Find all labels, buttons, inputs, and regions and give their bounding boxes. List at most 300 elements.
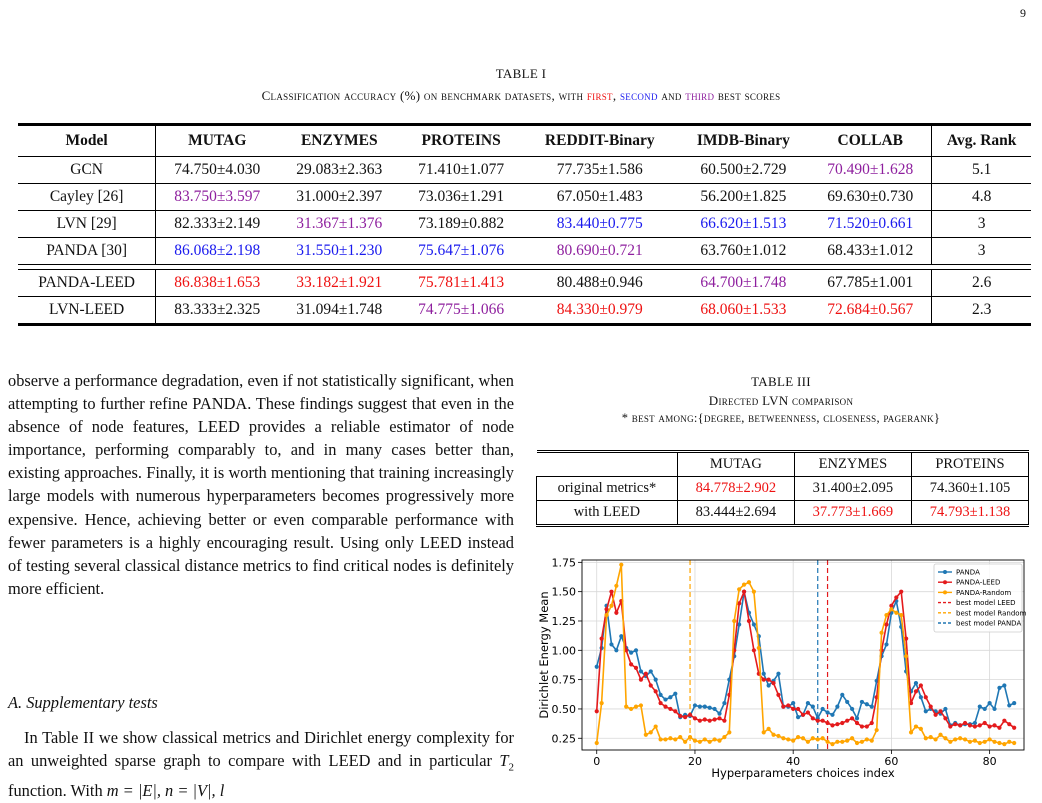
data-point — [752, 590, 756, 594]
data-point — [668, 707, 672, 711]
score-cell: 83.750±3.597 — [174, 188, 261, 205]
data-point — [988, 701, 992, 705]
data-point — [992, 740, 996, 744]
data-point — [624, 705, 628, 709]
table-row — [18, 184, 1031, 211]
data-point — [752, 648, 756, 652]
data-point — [619, 634, 623, 638]
data-point — [924, 709, 928, 713]
data-point — [919, 683, 923, 687]
data-point — [811, 716, 815, 720]
data-point — [934, 737, 938, 741]
data-point — [958, 723, 962, 727]
score-cell: 75.647±1.076 — [418, 242, 505, 259]
model-name-cell: LVN [29] — [18, 211, 156, 238]
model-name-cell: LVN-LEED — [18, 297, 156, 325]
data-point — [865, 702, 869, 706]
legend-marker — [943, 570, 947, 574]
x-tick-label: 80 — [982, 755, 997, 768]
data-point — [894, 611, 898, 615]
score-cell: 73.036±1.291 — [418, 188, 505, 205]
score-cell: 56.200±1.825 — [700, 188, 787, 205]
data-point — [914, 689, 918, 693]
score-cell: 71.520±0.661 — [827, 215, 914, 232]
data-point — [860, 700, 864, 704]
data-point — [649, 730, 653, 734]
data-point — [595, 741, 599, 745]
score-cell: 86.838±1.653 — [174, 274, 261, 291]
data-point — [762, 678, 766, 682]
data-point — [619, 563, 623, 567]
y-tick-label: 0.75 — [551, 673, 576, 687]
data-point — [860, 724, 864, 728]
data-point — [914, 724, 918, 728]
data-point — [747, 619, 751, 623]
table1-header-cell: ENZYMES — [300, 132, 378, 149]
score-cell: 60.500±2.729 — [700, 161, 787, 178]
data-point — [713, 707, 717, 711]
table1-caption: Classification accuracy (%) on benchmark datasets, with first, second and third best scores — [261, 88, 781, 103]
data-point — [845, 719, 849, 723]
data-point — [992, 707, 996, 711]
data-point — [614, 611, 618, 615]
score-cell: 73.189±0.882 — [418, 215, 505, 232]
data-point — [600, 701, 604, 705]
data-point — [811, 736, 815, 740]
data-point — [904, 654, 908, 658]
data-point — [1002, 683, 1006, 687]
data-point — [997, 686, 1001, 690]
data-point — [1007, 740, 1011, 744]
score-cell: 3 — [932, 238, 1031, 265]
third-label: third — [685, 88, 715, 103]
data-point — [909, 730, 913, 734]
data-point — [649, 683, 653, 687]
data-point — [865, 724, 869, 728]
data-point — [644, 672, 648, 676]
data-point — [929, 705, 933, 709]
legend-label: best model Random — [956, 609, 1027, 618]
data-point — [821, 736, 825, 740]
data-point — [649, 669, 653, 673]
data-point — [713, 717, 717, 721]
second-label: second — [619, 88, 658, 103]
score-cell: 80.690±0.721 — [556, 242, 643, 259]
legend-label: PANDA — [956, 568, 980, 577]
data-point — [850, 716, 854, 720]
score-cell: 83.440±0.775 — [556, 215, 643, 232]
x-tick-label: 20 — [687, 755, 702, 768]
data-point — [1002, 719, 1006, 723]
data-point — [914, 681, 918, 685]
data-point — [757, 646, 761, 650]
y-tick-label: 1.75 — [551, 556, 576, 570]
data-point — [663, 705, 667, 709]
data-point — [703, 705, 707, 709]
x-tick-label: 40 — [786, 755, 801, 768]
data-point — [870, 739, 874, 743]
data-point — [678, 714, 682, 718]
section-heading: A. Supplementary tests — [8, 693, 158, 712]
data-point — [708, 740, 712, 744]
data-point — [767, 727, 771, 731]
data-point — [796, 735, 800, 739]
table1-header-cell: IMDB-Binary — [696, 132, 790, 149]
data-point — [644, 733, 648, 737]
data-point — [997, 726, 1001, 730]
score-cell: 84.330±0.979 — [556, 301, 643, 318]
y-tick-label: 1.00 — [551, 644, 576, 658]
score-cell: 77.735±1.586 — [556, 161, 643, 178]
data-point — [992, 723, 996, 727]
data-point — [958, 736, 962, 740]
table3-title: Directed LVN comparison — [708, 393, 854, 408]
data-point — [703, 737, 707, 741]
legend-marker — [943, 590, 947, 594]
data-point — [806, 701, 810, 705]
score-cell: 31.094±1.748 — [296, 301, 383, 318]
data-point — [722, 701, 726, 705]
data-point — [943, 707, 947, 711]
score-cell: 31.400±2.095 — [794, 477, 911, 501]
score-cell: 80.488±0.946 — [556, 274, 643, 291]
data-point — [658, 737, 662, 741]
data-point — [825, 740, 829, 744]
data-point — [953, 722, 957, 726]
data-point — [830, 742, 834, 746]
table1-header-cell: Model — [18, 125, 156, 157]
score-cell: 74.750±4.030 — [174, 161, 261, 178]
table-row — [537, 477, 1029, 501]
data-point — [1007, 703, 1011, 707]
data-point — [722, 735, 726, 739]
data-point — [708, 719, 712, 723]
data-point — [840, 693, 844, 697]
y-tick-label: 1.50 — [551, 585, 576, 599]
table3-note: * best among:{degree, betweenness, closeness, pagerank} — [621, 411, 941, 425]
data-point — [855, 721, 859, 725]
data-point — [688, 735, 692, 739]
score-cell: 83.444±2.694 — [677, 501, 794, 526]
data-point — [919, 727, 923, 731]
data-point — [609, 604, 613, 608]
table-row — [537, 501, 1029, 526]
data-point — [698, 740, 702, 744]
score-cell: 64.700±1.748 — [700, 274, 787, 291]
data-point — [639, 703, 643, 707]
score-cell: 74.793±1.138 — [911, 501, 1028, 526]
data-point — [884, 642, 888, 646]
score-cell: 83.333±2.325 — [174, 301, 261, 318]
data-point — [963, 737, 967, 741]
x-axis-label: Hyperparameters choices index — [711, 766, 895, 780]
data-point — [811, 705, 815, 709]
legend-label: PANDA-LEED — [956, 578, 1001, 587]
data-point — [806, 740, 810, 744]
data-point — [796, 707, 800, 711]
score-cell: 31.550±1.230 — [296, 242, 383, 259]
data-point — [634, 705, 638, 709]
table3-header-cell: MUTAG — [677, 452, 794, 477]
data-point — [948, 724, 952, 728]
method-cell: original metrics* — [537, 477, 678, 501]
data-point — [713, 737, 717, 741]
legend-label: best model LEED — [956, 599, 1016, 608]
score-cell: 3 — [932, 211, 1031, 238]
data-point — [693, 703, 697, 707]
data-point — [737, 587, 741, 591]
data-point — [683, 740, 687, 744]
data-point — [1002, 742, 1006, 746]
legend-label: best model PANDA — [956, 619, 1022, 628]
y-axis-label: Dirichlet Energy Mean — [537, 591, 551, 719]
data-point — [929, 735, 933, 739]
score-cell: 29.083±2.363 — [296, 161, 383, 178]
data-point — [796, 715, 800, 719]
data-point — [781, 705, 785, 709]
data-point — [752, 622, 756, 626]
data-point — [840, 740, 844, 744]
data-point — [771, 681, 775, 685]
table-row — [18, 211, 1031, 238]
score-cell: 86.068±2.198 — [174, 242, 261, 259]
data-point — [938, 709, 942, 713]
data-point — [595, 665, 599, 669]
score-cell: 67.785±1.001 — [827, 274, 914, 291]
score-cell: 5.1 — [932, 157, 1031, 184]
data-point — [693, 716, 697, 720]
data-point — [953, 737, 957, 741]
data-point — [609, 642, 613, 646]
data-point — [629, 662, 633, 666]
data-point — [899, 590, 903, 594]
data-point — [934, 713, 938, 717]
data-point — [894, 595, 898, 599]
data-point — [776, 672, 780, 676]
data-point — [889, 607, 893, 611]
dirichlet-energy-chart — [534, 550, 1030, 780]
data-point — [1012, 701, 1016, 705]
y-tick-label: 1.25 — [551, 614, 576, 628]
data-point — [708, 706, 712, 710]
data-point — [968, 740, 972, 744]
data-point — [609, 590, 613, 594]
score-cell: 70.490±1.628 — [827, 161, 914, 178]
table1-header-cell: PROTEINS — [421, 132, 501, 149]
data-point — [639, 669, 643, 673]
table3-header-row — [537, 452, 1029, 477]
data-point — [767, 678, 771, 682]
legend-marker — [943, 580, 947, 584]
data-point — [717, 716, 721, 720]
data-point — [678, 735, 682, 739]
data-point — [614, 648, 618, 652]
model-name-cell: GCN — [18, 157, 156, 184]
data-point — [683, 715, 687, 719]
score-cell: 31.367±1.376 — [296, 215, 383, 232]
table3-header-cell: PROTEINS — [911, 452, 1028, 477]
data-point — [639, 678, 643, 682]
data-point — [865, 737, 869, 741]
data-point — [727, 730, 731, 734]
data-point — [732, 619, 736, 623]
data-point — [835, 722, 839, 726]
data-point — [717, 712, 721, 716]
data-point — [771, 733, 775, 737]
data-point — [629, 651, 633, 655]
data-point — [688, 713, 692, 717]
data-point — [762, 672, 766, 676]
y-tick-label: 0.50 — [551, 702, 576, 716]
data-point — [722, 719, 726, 723]
data-point — [762, 730, 766, 734]
table3-label: TABLE III — [751, 374, 811, 389]
data-point — [673, 737, 677, 741]
data-point — [634, 648, 638, 652]
table1-header-cell: COLLAB — [837, 132, 903, 149]
data-point — [663, 737, 667, 741]
data-point — [973, 739, 977, 743]
data-point — [1012, 726, 1016, 730]
data-point — [830, 713, 834, 717]
data-point — [629, 707, 633, 711]
data-point — [698, 719, 702, 723]
data-point — [634, 666, 638, 670]
data-point — [654, 678, 658, 682]
data-point — [600, 636, 604, 640]
score-cell: 66.620±1.513 — [700, 215, 787, 232]
score-cell: 82.333±2.149 — [174, 215, 261, 232]
data-point — [943, 716, 947, 720]
body-paragraph-1: observe a performance degradation, even if not statistically significant, when attempting to further refine PANDA. These findings suggest that even in the absence of node features, LEED provides a reliable estimator of node importance, performing comparably to, and in many cases better than, existing approaches. Finally, it is worth mentioning that training increasingly large models with numerous hyperparameters becomes progressively more expensive. Hence, achieving better or even comparable performance with fewer parameters is a highly encouraging result. Using only LEED instead of testing several classical distance metrics to find critical nodes is definitely more efficient. — [8, 371, 514, 598]
data-point — [663, 697, 667, 701]
data-point — [988, 724, 992, 728]
y-tick-label: 0.25 — [551, 732, 576, 746]
data-point — [855, 741, 859, 745]
data-point — [816, 737, 820, 741]
score-cell: 31.000±2.397 — [296, 188, 383, 205]
data-point — [983, 740, 987, 744]
data-point — [870, 721, 874, 725]
body-paragraph-2: In Table II we show classical metrics and Dirichlet energy complexity for an unweighted sparse graph to compare with LEED and in particular $T_2$ function. With m = |E|, n = |V|, l — [8, 728, 514, 801]
table1-header-row — [18, 125, 1031, 157]
table1-header-cell: Avg. Rank — [932, 125, 1031, 157]
data-point — [919, 695, 923, 699]
table1-header-cell: MUTAG — [188, 132, 247, 149]
data-point — [703, 717, 707, 721]
score-cell: 84.778±2.902 — [677, 477, 794, 501]
page-number: 9 — [1020, 6, 1026, 20]
legend-label: PANDA-Random — [956, 588, 1012, 597]
score-cell: 2.6 — [932, 270, 1031, 297]
data-point — [791, 701, 795, 705]
data-point — [742, 590, 746, 594]
model-name-cell: PANDA [30] — [18, 238, 156, 265]
data-point — [835, 740, 839, 744]
table-row — [18, 238, 1031, 265]
data-point — [835, 705, 839, 709]
x-tick-label: 60 — [884, 755, 899, 768]
score-cell: 68.433±1.012 — [827, 242, 914, 259]
data-point — [786, 703, 790, 707]
data-point — [816, 719, 820, 723]
x-tick-label: 0 — [593, 755, 601, 768]
data-point — [943, 736, 947, 740]
data-point — [806, 710, 810, 714]
data-point — [978, 723, 982, 727]
data-point — [1007, 722, 1011, 726]
score-cell: 72.684±0.567 — [827, 301, 914, 318]
data-point — [673, 692, 677, 696]
data-point — [825, 710, 829, 714]
data-point — [879, 631, 883, 635]
data-point — [870, 705, 874, 709]
data-point — [781, 736, 785, 740]
data-point — [968, 723, 972, 727]
data-point — [855, 716, 859, 720]
method-cell: with LEED — [537, 501, 678, 526]
data-point — [973, 724, 977, 728]
table-row — [18, 270, 1031, 297]
table1-header-cell: REDDIT-Binary — [544, 132, 655, 149]
data-point — [614, 584, 618, 588]
data-point — [850, 736, 854, 740]
data-point — [668, 695, 672, 699]
table-row — [18, 297, 1031, 325]
data-point — [595, 709, 599, 713]
data-point — [983, 721, 987, 725]
score-cell: 68.060±1.533 — [700, 301, 787, 318]
score-cell: 4.8 — [932, 184, 1031, 211]
data-point — [978, 741, 982, 745]
data-point — [658, 693, 662, 697]
data-point — [801, 736, 805, 740]
data-point — [840, 721, 844, 725]
first-label: first — [586, 88, 613, 103]
score-cell: 75.781±1.413 — [418, 274, 505, 291]
data-point — [988, 737, 992, 741]
data-point — [983, 707, 987, 711]
data-point — [786, 737, 790, 741]
score-cell: 2.3 — [932, 297, 1031, 325]
data-point — [604, 613, 608, 617]
data-point — [747, 580, 751, 584]
table3-header-cell — [537, 452, 678, 477]
data-point — [776, 693, 780, 697]
data-point — [791, 707, 795, 711]
score-cell: 71.410±1.077 — [418, 161, 505, 178]
score-cell: 33.182±1.921 — [296, 274, 383, 291]
data-point — [875, 728, 879, 732]
data-point — [884, 613, 888, 617]
table-row — [18, 157, 1031, 184]
data-point — [924, 695, 928, 699]
classification-accuracy-table — [18, 123, 1031, 326]
data-point — [899, 613, 903, 617]
data-point — [938, 733, 942, 737]
data-point — [654, 689, 658, 693]
score-cell: 37.773±1.669 — [794, 501, 911, 526]
data-point — [658, 701, 662, 705]
score-cell: 69.630±0.730 — [827, 188, 914, 205]
score-cell: 74.360±1.105 — [911, 477, 1028, 501]
data-point — [801, 713, 805, 717]
model-name-cell: PANDA-LEED — [18, 270, 156, 297]
score-cell: 74.775±1.066 — [418, 301, 505, 318]
data-point — [776, 734, 780, 738]
directed-lvn-table — [536, 450, 1029, 527]
score-cell: 67.050±1.483 — [556, 188, 643, 205]
